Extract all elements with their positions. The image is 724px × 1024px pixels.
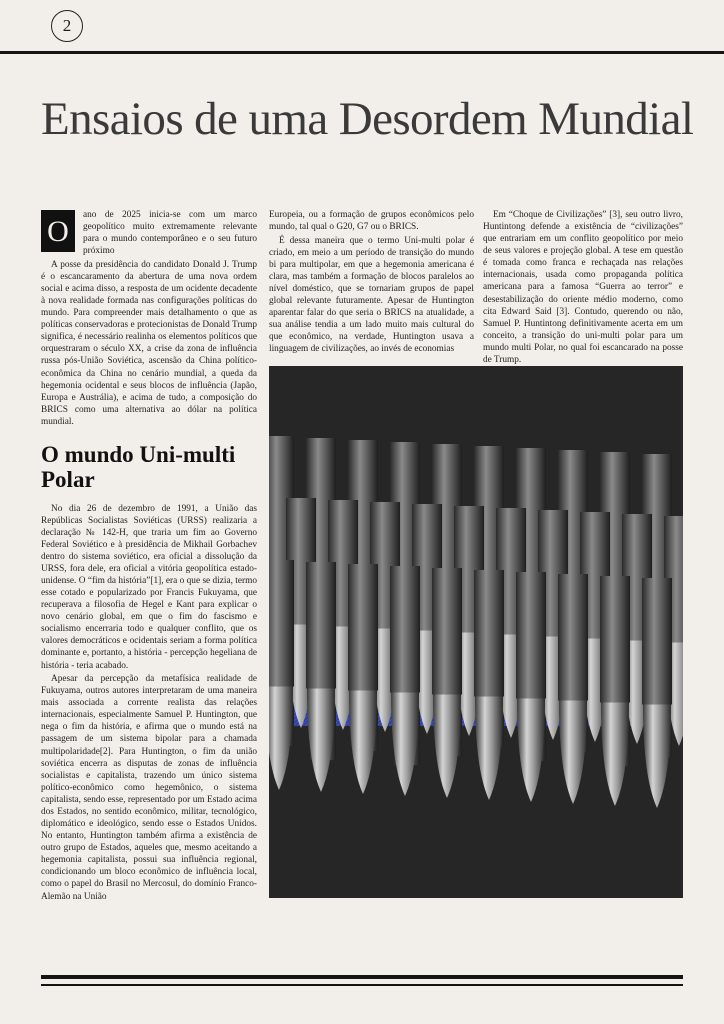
- section-heading: O mundo Uni-multi Polar: [41, 441, 236, 493]
- bullets-nato-flag-image: [269, 366, 683, 898]
- column-1: [41, 209, 257, 904]
- column-2: [269, 209, 474, 357]
- column-3: [483, 209, 683, 368]
- bottom-divider-thin: [41, 984, 683, 986]
- column3-paragraph-1: Em “Choque de Civilizações” [3], seu outro livro, Huntintong defende a existência de “civilizações” que entrariam em um conflito geopolítico por meio de seus valores e projeção global. A tese em questão é tomada como franca e rechaçada nas relações internacionais, usada como propaganda política americana para a famosa “Guerra ao terror” e desestabilização do oriente médio moderno, como cita Edward Said [3]. Contudo, querendo ou não, Samuel P. Huntintong definitivamente acerta em um conceito, a transição do uni-multi polar para um mundo multi Polar, no qual foi escancarado na posse de Trump.: [483, 210, 683, 365]
- page-number: 2: [51, 10, 83, 42]
- section-paragraph-1: No dia 26 de dezembro de 1991, a União das Repúblicas Socialistas Soviéticas (URSS) realizaria a declaração № 142-H, que traria um fim ao Governo Federal Soviético e à presidência de Mikhail Gorbachev dentro do sistema soviético, era oficial a dissolução da URSS, fora dele, era oficial a vitória geopolítica estado-unidense. O “fim da história”[1], era o que se dizia, termo esse cotado e popularizado por Francis Fukuyama, que recuperava a filosofia de Hegel e Kant para explicar o novo cenário global, em que o fim do fascismo e socialismo encerraria todo e qualquer conflito, que os valores democráticos e ocidentais seriam a forma política dominante e, portanto, a história - percepção hegeliana de história - teria acabado.: [41, 503, 257, 671]
- section-paragraph-2: Apesar da percepção da metafísica realidade de Fukuyama, outros autores interpretaram de uma maneira mais associada a corrente realista das relações internacionais, especialmente Samuel P. Huntington, que nega o fim da história, e afirma que o mundo está na passagem de um sistema bipolar para a chamada multipolaridade[2]. Para Huntington, o fim da união soviética encerra as disputas de zonas de influência socialistas e capitalista, trazendo um único sistema político-econômico como hegemônico, o sistema capitalista, sendo esse, representado por um Estado acima dos Estados, no sentido econômico, militar, tecnológico, diplomático e ideológico, sendo esse o Estados Unidos. No entanto, Huntington também afirma a existência de outro grupo de Estados, aqueles que, mesmo aceitando a hegemonia capitalista, possui sua influência regional, condicionando um bloco econômico de influência local, como o papel do Brasil no Mercosul, do domínio Franco-Alemão na União: [41, 674, 257, 902]
- top-divider: [0, 51, 724, 54]
- bottom-divider: [41, 975, 683, 979]
- article-title: Ensaios de uma Desordem Mundial: [41, 93, 694, 145]
- drop-cap: O: [41, 210, 75, 252]
- intro-paragraph-2: A posse da presidência do candidato Donald J. Trump é o escancaramento da abertura de uma nova ordem social e acima disso, a resposta de um ocidente decadente à nova realidade formada nas configurações políticas do mundo. Para compreender mais detalhamento o que as políticas conservadoras e protecionistas de Donald Trump significa, é necessário realinha os elementos políticos que orquestraram o século XX, a crise da zona de influência russa pós-União Soviética, ascensão da China político-econômica da China no cenário mundial, a queda da hegemonia ocidental e seus blocos de influência (Japão, Europa e Austrália), e acima de tudo, a composição do BRICS como uma alternativa ao dólar na política mundial.: [41, 259, 257, 427]
- article-photo: [269, 366, 683, 898]
- column2-paragraph-1: Europeia, ou a formação de grupos econômicos pelo mundo, tal qual o G20, G7 ou o BRICS.: [269, 210, 474, 233]
- intro-paragraph-1: ano de 2025 inicia-se com um marco geopolítico muito extremamente relevante para o mundo contemporâneo e o seu futuro próximo: [83, 210, 257, 257]
- column2-paragraph-2: É dessa maneira que o termo Uni-multi polar é criado, em meio a um período de transição do mundo bi para multipolar, em que a hegemonia americana é clara, mas também a formação de blocos paralelos ao nível doméstico, que se tornariam grupos de papel global relevante futuramente. Apesar de Huntington aparentar falar do que seria o BRICS na atualidade, a sua análise tendia a um lado muito mais cultural do que econômico, na verdade, Huntington usava a linguagem de civilizações, ao invés de economias: [269, 235, 474, 355]
